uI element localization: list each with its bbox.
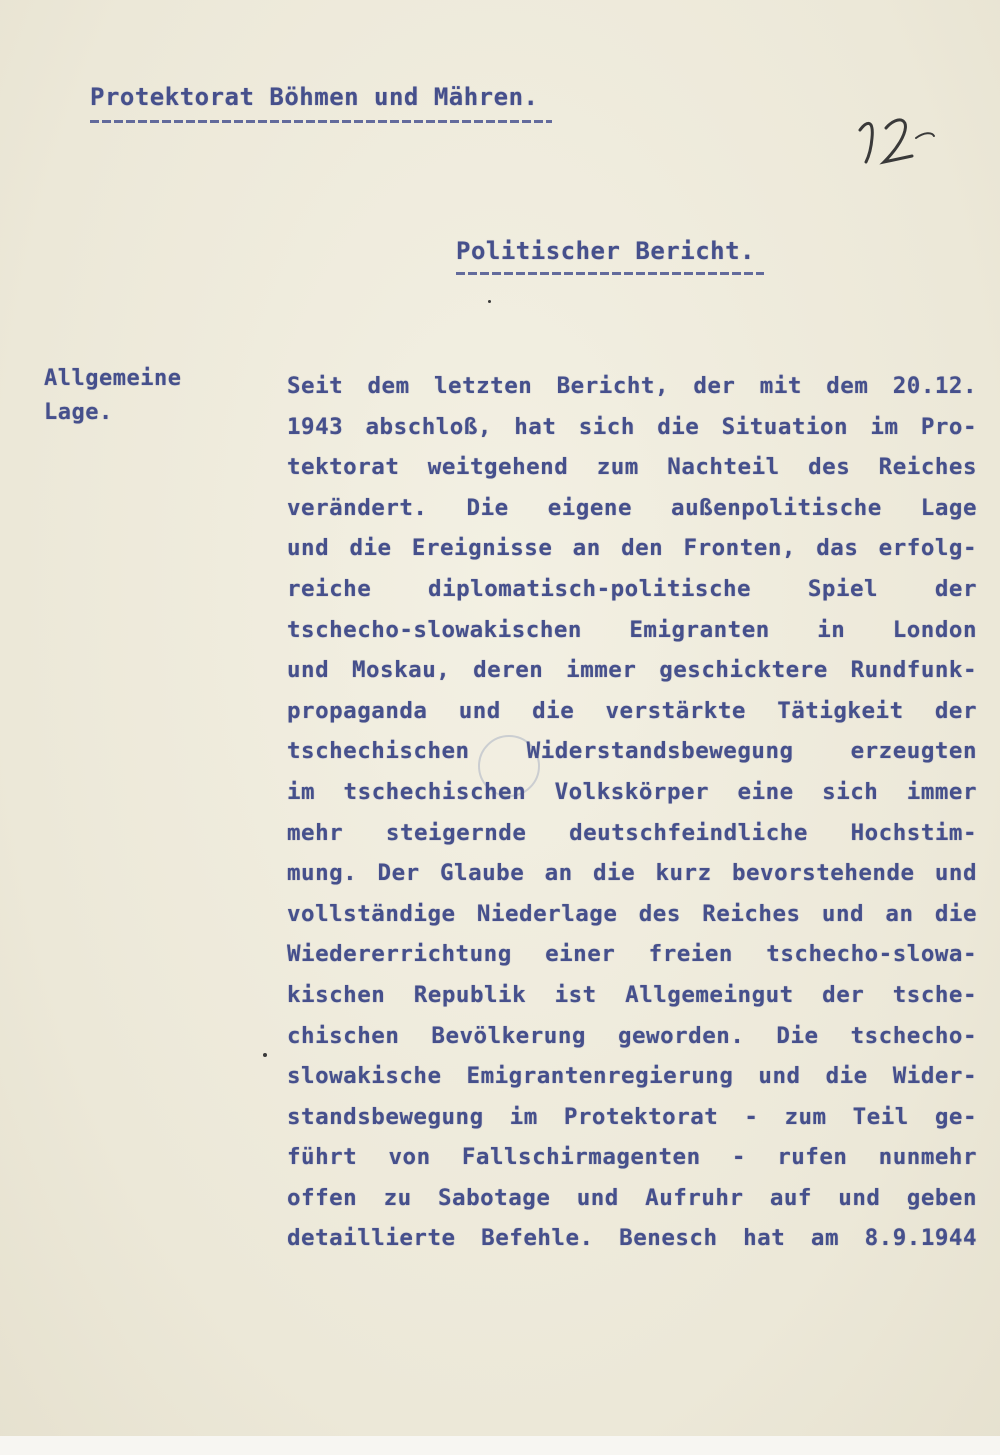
margin-heading-line: Allgemeine [44, 366, 182, 391]
body-line: kischen Republik ist Allgemeingut der tsche- [287, 981, 977, 1008]
title-underline [456, 272, 764, 275]
body-line: tschechischen Widerstandsbewegung erzeugten [287, 738, 977, 765]
body-line: Seit dem letzten Bericht, der mit dem 20.12. [287, 373, 977, 399]
handwritten-page-number [852, 108, 962, 168]
body-line: tschecho-slowakischen Emigranten in London [287, 616, 977, 643]
body-line: mung. Der Glaube an die kurz bevorstehende und [287, 860, 977, 887]
body-line: detaillierte Befehle. Benesch hat am 8.9.1944 [287, 1225, 977, 1252]
body-line: und Moskau, deren immer geschicktere Rundfunk- [287, 657, 977, 684]
body-line: verändert. Die eigene außenpolitische Lage [287, 494, 977, 521]
body-line: offen zu Sabotage und Aufruhr auf und geben [287, 1184, 977, 1211]
report-title: Politischer Bericht. [456, 237, 755, 265]
body-line: Wiedererrichtung einer freien tschecho-slowa- [287, 941, 977, 968]
body-line: 1943 abschloß, hat sich die Situation im Pro- [287, 413, 977, 440]
body-line: und die Ereignisse an den Fronten, das erfolg- [287, 535, 977, 562]
margin-heading [44, 362, 244, 430]
body-line: im tschechischen Volkskörper eine sich immer [287, 778, 977, 805]
header-underline [90, 120, 552, 123]
body-line: vollständige Niederlage des Reiches und an die [287, 900, 977, 927]
body-line: propaganda und die verstärkte Tätigkeit der [287, 697, 977, 724]
document-header: Protektorat Böhmen und Mähren. [90, 83, 539, 111]
body-line: tektorat weitgehend zum Nachteil des Reiches [287, 454, 977, 481]
report-body [287, 366, 977, 1259]
page-bottom-edge [0, 1436, 1000, 1455]
body-line: mehr steigernde deutschfeindliche Hochstim- [287, 819, 977, 846]
body-line: chischen Bevölkerung geworden. Die tschecho- [287, 1022, 977, 1049]
body-line: standsbewegung im Protektorat - zum Teil ge- [287, 1103, 977, 1130]
body-line: slowakische Emigrantenregierung und die Wider- [287, 1063, 977, 1090]
body-line: reiche diplomatisch-politische Spiel der [287, 575, 977, 602]
paper-speck [263, 1053, 267, 1057]
margin-heading-line: Lage. [44, 400, 113, 425]
paper-speck [488, 300, 491, 303]
body-line: führt von Fallschirmagenten - rufen nunmehr [287, 1144, 977, 1171]
